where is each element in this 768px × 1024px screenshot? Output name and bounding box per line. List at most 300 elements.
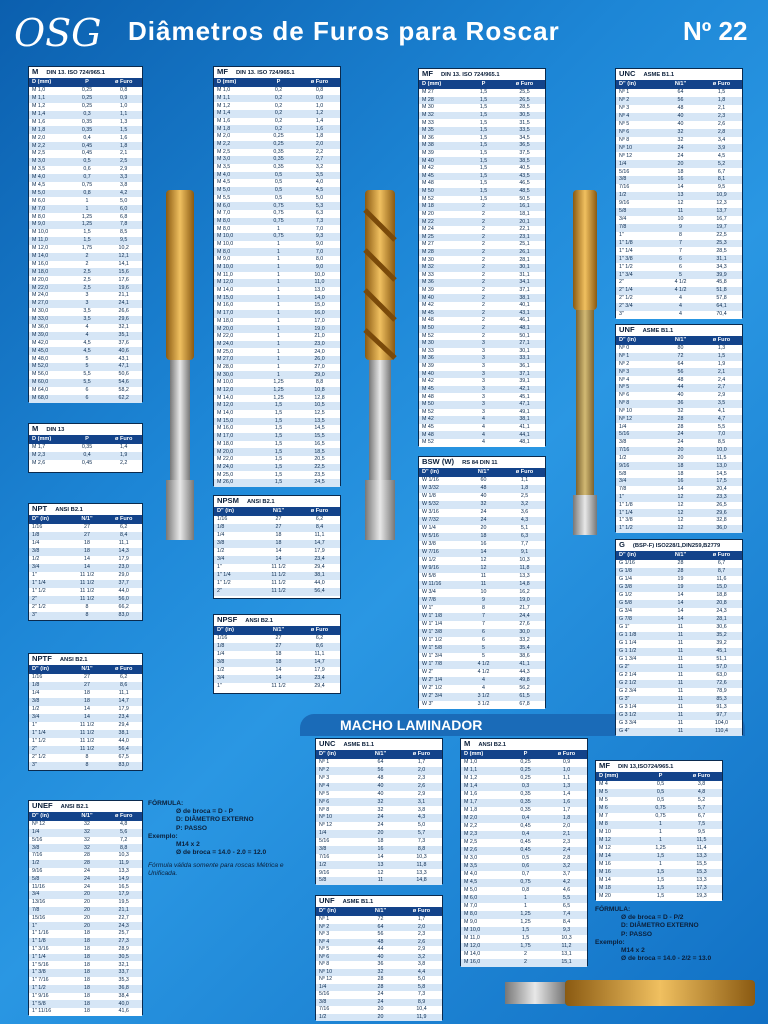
table-cell: 12	[677, 509, 684, 516]
table-row	[29, 300, 142, 308]
table-cell: 22,5	[716, 231, 727, 238]
table-cell: 32	[677, 407, 684, 414]
table-cell: 32	[84, 821, 90, 828]
table-row	[29, 276, 142, 284]
table-row	[29, 698, 142, 706]
table-cell: 15,5	[696, 861, 707, 868]
table-cell: 3,4	[717, 136, 726, 143]
table-cell: W 3/32	[422, 485, 439, 492]
column-header: N/1"	[674, 80, 687, 87]
table-cell: 1,5	[656, 853, 665, 860]
table-row	[316, 984, 442, 992]
table-cell: 48	[677, 105, 684, 112]
table-cell: 0,35	[273, 164, 284, 171]
table-cell: 5,2	[697, 797, 706, 804]
table-cell: Nº 6	[319, 953, 330, 960]
table-cell: 0,35	[81, 126, 93, 133]
table-cell: W 5/32	[422, 501, 439, 508]
table-cell: M 39	[422, 287, 434, 293]
table-row	[214, 479, 340, 487]
table-cell: 7,3	[417, 991, 426, 998]
table-row	[214, 264, 340, 272]
table-cell: M 45	[422, 172, 434, 179]
table-cell: 11	[677, 624, 684, 631]
table-cell: M 11,0	[217, 271, 233, 278]
column-header: ø Furo	[515, 80, 534, 87]
table-cell: 40	[480, 493, 487, 500]
table-cell: 18	[275, 651, 282, 658]
table-row	[596, 885, 722, 893]
table-cell: 1" 1/4	[32, 953, 46, 960]
table-row	[419, 701, 545, 709]
table-row	[29, 126, 142, 134]
table-row	[29, 612, 142, 620]
table-cell: 9/16	[619, 200, 630, 207]
table-row	[616, 478, 742, 486]
table-cell: M 9,0	[464, 919, 478, 926]
table-cell: 7,8	[119, 221, 128, 228]
table-row	[214, 364, 340, 372]
table-cell: 4,0	[315, 179, 324, 186]
table-cell: 2,7	[717, 384, 726, 391]
table-row	[419, 533, 545, 541]
table-cell: W 2" 1/2	[422, 685, 443, 692]
table-cell: 1,6	[315, 125, 324, 132]
table-cell: M 6	[599, 805, 608, 812]
table-row	[214, 395, 340, 403]
table-cell: 2" 1/2	[619, 295, 633, 302]
table-cell: 0,35	[520, 791, 531, 798]
table-row	[29, 946, 142, 954]
table-cell: 2	[85, 260, 89, 267]
table-cell: 0,5	[274, 171, 283, 178]
table-cell: 4,3	[520, 517, 529, 524]
table-cell: 0,35	[273, 156, 284, 163]
table-cell: 64	[677, 360, 684, 367]
table-cell: W 1" 3/8	[422, 629, 443, 636]
table-cell: M 2,0	[217, 133, 231, 140]
table-row	[461, 879, 587, 887]
table-row	[214, 588, 340, 596]
table-cell: W 1" 7/8	[422, 661, 443, 668]
table-cell: 14	[275, 548, 282, 555]
table-row	[214, 287, 340, 295]
table-row	[29, 674, 142, 682]
table-cell: M 30,0	[217, 371, 234, 378]
table-row	[419, 119, 545, 127]
table-cell: M 5	[599, 797, 608, 804]
table-row	[616, 696, 742, 704]
table-row	[419, 565, 545, 573]
table-cell: 0,2	[274, 110, 283, 117]
table-row	[419, 386, 545, 394]
table-standard: DIN 13,ISO724/965.1	[617, 764, 674, 770]
table-row	[419, 355, 545, 363]
table-row	[316, 846, 442, 854]
table-cell: 1/2	[619, 192, 627, 199]
column-header: N/1"	[374, 750, 387, 757]
table-row	[419, 597, 545, 605]
table-cell: 1" 1/4	[32, 730, 46, 737]
table-column-headers	[419, 468, 545, 477]
table-cell: 1/8	[32, 682, 40, 689]
table-cell: 0,2	[274, 87, 283, 94]
table-standard: ASME B1.1	[643, 72, 675, 78]
table-row	[616, 688, 742, 696]
table-row	[461, 783, 587, 791]
table-row	[596, 797, 722, 805]
table-cell: 3,8	[417, 961, 426, 968]
table-cell: M 4,0	[217, 171, 231, 178]
table-cell: 2,9	[119, 166, 128, 173]
table-cell: W 1"	[422, 605, 434, 612]
table-row	[616, 509, 742, 517]
table-row	[29, 868, 142, 876]
table-cell: Nº 10	[319, 968, 333, 975]
table-cell: 20	[377, 1006, 384, 1013]
table-cell: 9,5	[717, 184, 726, 191]
table-cell: M 24	[422, 226, 434, 233]
table-cell: 11 1/2	[79, 738, 95, 745]
table-cell: 13/16	[32, 899, 46, 906]
table-cell: M 16,0	[217, 302, 234, 309]
table-cell: M 14,0	[217, 394, 234, 401]
table-cell: 1	[524, 903, 527, 910]
table-cell: M 1,4	[32, 110, 46, 117]
table-cell: 38,5	[519, 157, 530, 164]
table-cell: 1,5	[479, 134, 488, 141]
table-row	[214, 248, 340, 256]
table-cell: W 7/16	[422, 549, 439, 556]
table-cell: 38,1	[519, 416, 530, 423]
table-cell: M 25,0	[217, 471, 234, 478]
column-header: ø Furo	[310, 626, 329, 633]
table-cell: M 14	[599, 853, 611, 860]
table-cell: 20	[480, 525, 487, 532]
table-title-name: M	[32, 424, 39, 433]
table-cell: 2	[482, 279, 485, 286]
table-cell: 14	[480, 549, 487, 556]
table-cell: 4,6	[562, 887, 571, 894]
table-cell: 37,6	[118, 339, 129, 346]
table-cell: 20	[377, 1013, 384, 1020]
table-cell: 0,9	[562, 759, 571, 766]
table-row	[214, 187, 340, 195]
table-cell: 0,45	[520, 823, 531, 830]
table-cell: 1,5	[83, 237, 91, 244]
table-cell: 16,5	[314, 440, 325, 447]
table-row	[419, 97, 545, 105]
table-cell: 11 1/2	[79, 588, 95, 595]
table-cell: 1/2	[217, 667, 225, 674]
table-cell: 28,1	[716, 616, 727, 623]
table-cell: 2,5	[520, 493, 529, 500]
table-cell: 12	[480, 565, 487, 572]
table-cell: 2	[482, 264, 485, 271]
table-cell: 10,5	[314, 402, 325, 409]
table-row	[29, 604, 142, 612]
table-cell: 24	[677, 439, 684, 446]
table-cell: 17,9	[314, 548, 325, 555]
table-cell: W 1" 1/8	[422, 613, 443, 620]
table-cell: G 1 3/4	[619, 656, 637, 663]
table-cell: M 4,0	[464, 871, 478, 878]
table-cell: 4	[482, 423, 485, 430]
table-row	[214, 256, 340, 264]
table-cell: M 1,2	[464, 775, 478, 782]
table-standard: DIN 13. ISO 724/965.1	[235, 70, 295, 76]
table-cell: 2,0	[417, 767, 426, 774]
table-cell: 1	[277, 325, 280, 332]
table-cell: M 2,2	[464, 823, 478, 830]
formula-title: FÓRMULA:	[148, 800, 184, 807]
table-row	[214, 125, 340, 133]
table-cell: 14,3	[118, 548, 129, 555]
table-cell: 61,5	[519, 693, 530, 700]
table-cell: 14	[84, 556, 90, 563]
table-cell: M 68,0	[32, 395, 49, 402]
table-cell: M 24,0	[217, 463, 234, 470]
table-row	[316, 946, 442, 954]
table-cell: 29,4	[314, 683, 325, 690]
table-cell: 8,8	[119, 844, 128, 851]
table-cell: 1" 3/16	[32, 946, 49, 952]
table-row	[29, 253, 142, 261]
table-cell: 6	[482, 629, 485, 636]
table-row	[214, 643, 340, 651]
table-row	[419, 264, 545, 272]
table-cell: 8	[679, 231, 682, 238]
table-cell: 0,35	[273, 148, 284, 155]
table-row	[596, 861, 722, 869]
table-cell: 4,5	[83, 339, 91, 346]
table-cell: 49,8	[519, 677, 530, 684]
table-cell: M 1,8	[464, 807, 478, 814]
table-cell: 40	[377, 953, 384, 960]
table-cell: 0,35	[520, 807, 531, 814]
table-cell: W 3/16	[422, 509, 439, 516]
table-row	[214, 310, 340, 318]
table-cell: 19	[677, 584, 684, 591]
table-cell: 1/4	[32, 829, 40, 836]
table-cell: 12,1	[118, 253, 129, 259]
table-standard: DIN 13. ISO 724/965.1	[440, 72, 500, 78]
table-cell: 42,1	[519, 385, 530, 392]
table-cell: G 1 1/8	[619, 632, 637, 639]
table-row	[29, 524, 142, 532]
table-row	[616, 423, 742, 431]
table-row	[596, 829, 722, 837]
table-cell: 20,1	[519, 218, 530, 225]
table-cell: 1,3	[562, 783, 571, 790]
table-cell: 5,7	[417, 830, 426, 837]
table-cell: 7/16	[319, 1006, 330, 1013]
table-cell: Nº 1	[319, 916, 330, 923]
table-cell: Nº 1	[619, 89, 630, 96]
table-row	[29, 915, 142, 923]
table-title-name: UNEF	[32, 801, 53, 810]
table-cell: 1,2	[315, 110, 324, 117]
table-row	[29, 460, 142, 468]
table-cell: M 10,0	[217, 379, 234, 386]
table-cell: 1/2	[319, 861, 327, 868]
table-row	[616, 470, 742, 478]
table-cell: 31,1	[519, 271, 530, 278]
table-row	[419, 173, 545, 181]
table-cell: 0,8	[521, 887, 530, 894]
table-cell: 25,7	[118, 930, 129, 937]
table-cell: 1/2	[32, 860, 40, 867]
table-cell: 2,4	[717, 376, 726, 383]
table-cell: M 5,0	[464, 887, 478, 894]
table-cell: 2	[482, 302, 485, 309]
table-cell: M 7,0	[464, 903, 478, 910]
table-cell: 28,9	[118, 946, 129, 952]
table-cell: Nº 2	[619, 97, 630, 104]
table-cell: 12	[677, 501, 684, 508]
table-cell: 20,5	[314, 456, 325, 463]
table-row	[29, 166, 142, 174]
table-cell: 28,1	[519, 256, 530, 263]
table-cell: 5,8	[417, 983, 426, 990]
table-cell: 28,5	[519, 104, 530, 111]
table-row	[616, 576, 742, 584]
table-cell: 3,2	[562, 863, 571, 870]
table-cell: 45,1	[519, 393, 530, 400]
table-cell: 1,5	[479, 142, 488, 149]
table-cell: 7,0	[315, 248, 324, 255]
table-row	[419, 637, 545, 645]
table-row	[596, 869, 722, 877]
table-cell: 9	[679, 223, 682, 230]
table-cell: M 24,0	[32, 292, 49, 299]
table-cell: 3/4	[217, 556, 225, 563]
table-cell: 6	[482, 637, 485, 644]
table-cell: W 1/4	[422, 525, 436, 532]
table-cell: 5/8	[619, 208, 627, 215]
table-cell: 0,25	[520, 759, 531, 766]
table-cell: 18	[84, 984, 90, 991]
table-row	[419, 302, 545, 310]
table-row	[214, 225, 340, 233]
table-row	[616, 208, 742, 216]
table-cell: W 3/4	[422, 589, 436, 596]
table-cell: 27,6	[519, 621, 530, 628]
table-cell: 17,9	[118, 706, 129, 713]
table-cell: M 36	[422, 279, 434, 286]
formula-example-label: Exemplo:	[595, 938, 625, 946]
table-row	[316, 961, 442, 969]
table-standard: DIN 13. ISO 724/965.1	[46, 70, 105, 76]
table-row	[29, 268, 142, 276]
table-cell: 1,25	[273, 379, 284, 386]
table-cell: 4,5	[315, 187, 324, 194]
table-cell: 9,1	[520, 549, 529, 556]
table-cell: 28	[377, 983, 384, 990]
table-cell: 39,2	[716, 640, 727, 647]
table-cell: 43,1	[118, 355, 129, 362]
table-row	[316, 969, 442, 977]
table-row	[29, 860, 142, 868]
table-cell: 8	[85, 754, 89, 761]
table-cell: 29,0	[314, 371, 325, 378]
table-cell: W 1/8	[422, 493, 436, 500]
column-header: N/1"	[81, 665, 93, 672]
table-cell: 19,0	[314, 325, 325, 332]
table-cell: 10,8	[314, 387, 325, 393]
table-row	[616, 247, 742, 255]
table-cell: 2,1	[717, 105, 726, 112]
formula-line: Ø de broca = D - P/2	[621, 914, 684, 922]
table-cell: 13,3	[696, 877, 707, 884]
table-row	[616, 353, 742, 361]
table-cell: 1,5	[717, 353, 726, 360]
table-cell: 35,2	[716, 632, 727, 639]
formula-example: M14 x 2	[621, 947, 645, 955]
table-cell: M 27	[422, 241, 434, 248]
table-cell: Nº 1	[619, 353, 630, 360]
table-cell: 7/16	[619, 447, 630, 454]
table-row	[596, 853, 722, 861]
table-cell: 5,3	[315, 202, 324, 209]
table-cell: 3,5	[83, 308, 91, 315]
table-row	[214, 564, 340, 572]
table-row	[419, 653, 545, 661]
table-row	[616, 311, 742, 319]
table-cell: 2	[482, 203, 485, 210]
table-cell: 6,2	[119, 674, 128, 681]
table-cell: 14	[677, 592, 684, 599]
table-cell: W 1" 5/8	[422, 645, 443, 652]
table-row	[29, 891, 142, 899]
table-cell: 27	[84, 532, 90, 539]
table-cell: 14,5	[716, 470, 727, 477]
table-cell: 43,1	[519, 309, 530, 316]
table-cell: 2	[482, 248, 485, 255]
table-cell: 1,4	[562, 791, 571, 798]
table-cell: 5,5	[83, 379, 91, 386]
table-cell: 0,2	[274, 102, 283, 109]
table-row	[214, 356, 340, 364]
table-title	[29, 801, 142, 812]
table-cell: 4	[482, 685, 485, 692]
table-cell: 0,25	[520, 767, 531, 774]
table-row	[316, 1014, 442, 1022]
table-cell: 2,1	[562, 831, 571, 838]
table-row	[316, 767, 442, 775]
table-cell: 1,5	[274, 402, 283, 409]
table-cell: M 50	[422, 188, 434, 195]
table-cell: 1,3	[717, 345, 726, 352]
table-cell: 31,5	[519, 119, 530, 126]
table-cell: W 1" 3/4	[422, 653, 443, 660]
thread-table-bsw	[418, 456, 546, 708]
table-cell: 3,9	[717, 144, 726, 151]
table-cell: 17,9	[314, 667, 325, 674]
table-cell: 15,0	[314, 302, 325, 309]
table-cell: 1" 1/4	[217, 572, 231, 579]
table-cell: 48	[480, 485, 487, 492]
table-cell: M 17,0	[217, 310, 234, 317]
table-standard: ASME B1.1	[342, 899, 374, 905]
table-row	[316, 783, 442, 791]
table-cell: 64,1	[716, 303, 727, 310]
table-title-name: MF	[217, 67, 228, 76]
table-cell: 18	[677, 470, 684, 477]
table-cell: 14	[275, 667, 282, 674]
table-cell: 1,1	[520, 477, 529, 484]
table-cell: 78,9	[716, 688, 727, 695]
